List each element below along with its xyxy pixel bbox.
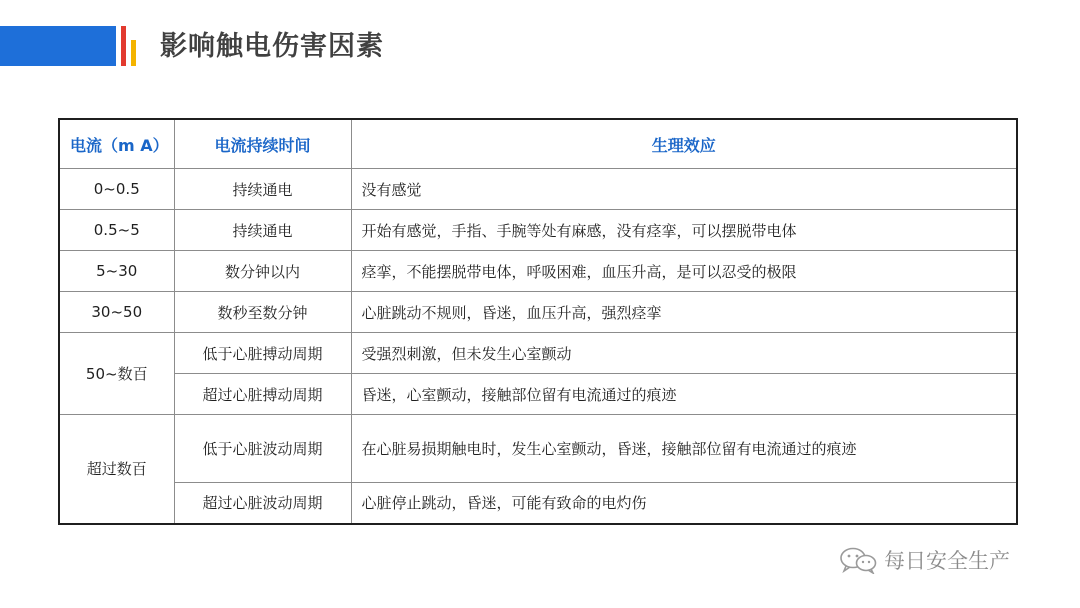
cell-current: 超过数百 [59,415,174,524]
cell-duration: 超过心脏波动周期 [174,483,351,524]
cell-effect: 痉挛，不能摆脱带电体，呼吸困难，血压升高，是可以忍受的极限 [351,251,1017,292]
cell-current: 5~30 [59,251,174,292]
table-row [59,333,1017,374]
table-row [59,210,1017,251]
title-accent-red-stripe [121,26,126,66]
page-title: 影响触电伤害因素 [160,31,384,62]
electric-shock-factors-table [58,118,1018,525]
cell-duration: 数分钟以内 [174,251,351,292]
cell-current: 0~0.5 [59,169,174,210]
title-accent-bar [0,26,116,66]
watermark [838,544,1010,576]
table-row [59,374,1017,415]
cell-current: 0.5~5 [59,210,174,251]
cell-current: 50~数百 [59,333,174,415]
cell-duration: 低于心脏波动周期 [174,415,351,483]
cell-effect: 昏迷，心室颤动，接触部位留有电流通过的痕迹 [351,374,1017,415]
wechat-icon [838,546,878,574]
header-current: 电流（m A） [59,119,174,169]
watermark-text: 每日安全生产 [884,549,1010,573]
title-accent-yellow-stripe [131,40,136,66]
table-row [59,292,1017,333]
cell-duration: 超过心脏搏动周期 [174,374,351,415]
cell-effect: 在心脏易损期触电时，发生心室颤动，昏迷，接触部位留有电流通过的痕迹 [351,415,1017,483]
table-row [59,169,1017,210]
table-row [59,483,1017,524]
table-header-row [59,119,1017,169]
header-duration: 电流持续时间 [174,119,351,169]
cell-current: 30~50 [59,292,174,333]
table-row [59,415,1017,483]
cell-effect: 没有感觉 [351,169,1017,210]
cell-duration: 数秒至数分钟 [174,292,351,333]
cell-duration: 持续通电 [174,169,351,210]
cell-duration: 持续通电 [174,210,351,251]
cell-effect: 开始有感觉，手指、手腕等处有麻感，没有痉挛，可以摆脱带电体 [351,210,1017,251]
cell-effect: 心脏跳动不规则，昏迷，血压升高，强烈痉挛 [351,292,1017,333]
header-effect: 生理效应 [351,119,1017,169]
cell-effect: 受强烈刺激，但未发生心室颤动 [351,333,1017,374]
cell-effect: 心脏停止跳动，昏迷，可能有致命的电灼伤 [351,483,1017,524]
table-row [59,251,1017,292]
cell-duration: 低于心脏搏动周期 [174,333,351,374]
